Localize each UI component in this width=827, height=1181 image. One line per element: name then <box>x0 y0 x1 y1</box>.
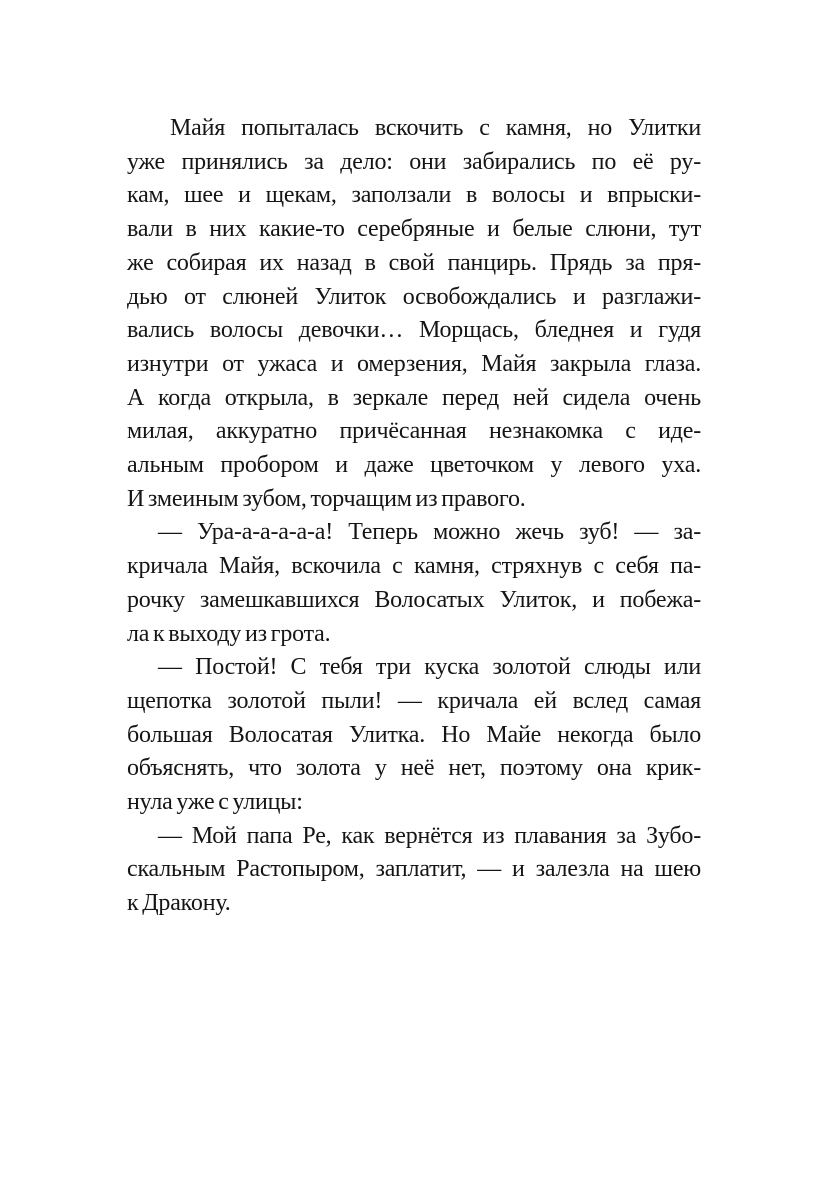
text-line: щепотка золотой пыли! — кричала ей вслед самая <box>127 687 701 714</box>
text-line: — Ура-а-а-а-а-а! Теперь можно жечь зуб! — за- <box>158 519 701 546</box>
text-line: объяснять, что золота у неё нет, поэтому она крик- <box>127 755 701 782</box>
text-line: нула уже с улицы: <box>127 789 303 816</box>
text-line: — Мой папа Ре, как вернётся из плавания за Зубо- <box>158 822 701 849</box>
paragraph <box>127 651 701 820</box>
text-line: кам, шее и щекам, заползали в волосы и впрыски- <box>127 182 701 209</box>
text-line: дью от слюней Улиток освобождались и разглажи- <box>127 283 701 310</box>
text-line: альным пробором и даже цветочком у левого уха. <box>127 452 701 479</box>
paragraph <box>127 516 701 651</box>
text-line: ла к выходу из грота. <box>127 620 331 647</box>
text-line: — Постой! С тебя три куска золотой слюды или <box>158 654 701 681</box>
paragraph <box>127 112 701 516</box>
text-line: уже принялись за дело: они забирались по её ру- <box>127 148 701 175</box>
text-line: же собирая их назад в свой панцирь. Прядь за пря- <box>127 249 701 276</box>
text-line: А когда открыла, в зеркале перед ней сидела очень <box>127 384 701 411</box>
text-line: Майя попыталась вскочить с камня, но Улитки <box>170 115 701 141</box>
text-line: И змеиным зубом, торчащим из правого. <box>127 485 526 512</box>
text-line: кричала Майя, вскочила с камня, стряхнув с себя па- <box>127 553 701 580</box>
text-line: к Дракону. <box>127 890 231 917</box>
text-line: рочку замешкавшихся Волосатых Улиток, и побежа- <box>127 586 701 613</box>
text-line: милая, аккуратно причёсанная незнакомка с иде- <box>127 418 701 445</box>
page-text-block <box>127 112 701 921</box>
text-line: вались волосы девочки… Морщась, бледнея и гудя <box>127 317 701 344</box>
text-line: вали в них какие-то серебряные и белые слюни, тут <box>127 216 701 243</box>
text-line: скальным Растопыром, заплатит, — и залезла на шею <box>127 856 701 883</box>
text-line: большая Волосатая Улитка. Но Майе некогда было <box>127 721 701 748</box>
paragraph <box>127 820 701 921</box>
text-line: изнутри от ужаса и омерзения, Майя закрыла глаза. <box>127 350 701 377</box>
